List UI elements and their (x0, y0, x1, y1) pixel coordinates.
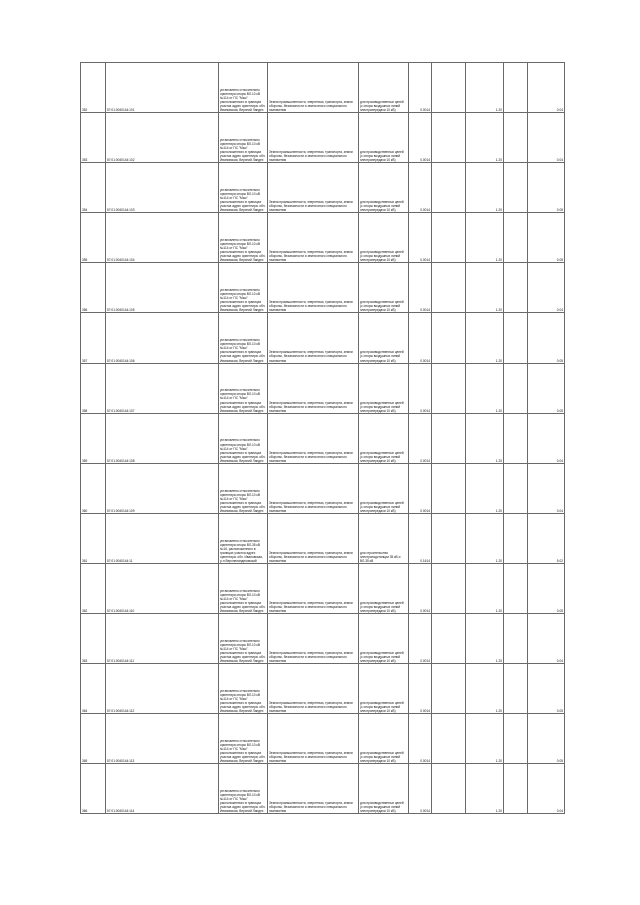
coefficient-cell: 1.20 (466, 463, 504, 513)
row-number-cell: 363 (81, 614, 106, 664)
permitted-use-cell: для производственных целей (с опоры воздушных линий электропередачи 10 кВ) (359, 664, 409, 714)
permitted-use-cell: для производственных целей (с опоры воздушных линий электропередачи 10 кВ) (359, 614, 409, 664)
empty-cell (432, 113, 466, 163)
row-number-cell: 353 (81, 113, 106, 163)
area-cell: 0.1614 (409, 513, 432, 563)
cadastral-number-cell: 57:01:0040144:107 (106, 363, 219, 413)
row-number-cell: 352 (81, 63, 106, 113)
land-category-cell: Земли промышленности, энергетики, транспорта, земли обороны, безопасности и земли иного специального назначения (268, 714, 359, 764)
cadastral-number-cell: 57:01:0040144:102 (106, 113, 219, 163)
land-category-cell: Земли промышленности, энергетики, транспорта, земли обороны, безопасности и земли иного специального назначения (268, 213, 359, 263)
location-description-cell: установлено относительно ориентира опоры ВЛ-10 кВ №114 от ПС "Мыс" расположенного в границах участка адрес ориентира: обл. Ивановская, Верхний Ландех (219, 413, 268, 463)
table-row (81, 563, 565, 613)
area-cell: 0.0014 (409, 363, 432, 413)
row-number-cell: 361 (81, 513, 106, 563)
value-cell: 0.05 (528, 213, 565, 263)
value-cell: 0.05 (528, 163, 565, 213)
table-row (81, 113, 565, 163)
area-cell: 0.0014 (409, 263, 432, 313)
land-category-cell: Земли промышленности, энергетики, транспорта, земли обороны, безопасности и земли иного специального назначения (268, 463, 359, 513)
coefficient-cell: 1.20 (466, 764, 504, 814)
coefficient-cell: 1.20 (466, 614, 504, 664)
coefficient-cell: 1.20 (466, 363, 504, 413)
empty-cell (432, 213, 466, 263)
empty-cell (432, 513, 466, 563)
area-cell: 0.0014 (409, 563, 432, 613)
empty-cell (432, 664, 466, 714)
land-category-cell: Земли промышленности, энергетики, транспорта, земли обороны, безопасности и земли иного специального назначения (268, 113, 359, 163)
row-number-cell: 356 (81, 263, 106, 313)
row-number-cell: 364 (81, 664, 106, 714)
land-category-cell: Земли промышленности, энергетики, транспорта, земли обороны, безопасности и земли иного специального назначения (268, 263, 359, 313)
table-row (81, 714, 565, 764)
row-number-cell: 365 (81, 714, 106, 764)
empty-cell (504, 463, 528, 513)
permitted-use-cell: для производственных целей (с опоры воздушных линий электропередачи 10 кВ) (359, 63, 409, 113)
empty-cell (432, 563, 466, 613)
value-cell: 0.05 (528, 313, 565, 363)
land-category-cell: Земли промышленности, энергетики, транспорта, земли обороны, безопасности и земли иного специального назначения (268, 313, 359, 363)
coefficient-cell: 1.20 (466, 213, 504, 263)
empty-cell (504, 63, 528, 113)
coefficient-cell: 1.20 (466, 113, 504, 163)
empty-cell (504, 513, 528, 563)
permitted-use-cell: для производственных целей (с опоры воздушных линий электропередачи 10 кВ) (359, 213, 409, 263)
location-description-cell: установлено относительно ориентира опоры ВЛ-10 кВ №114 от ПС "Мыс" расположенного в границах участка адрес ориентира: обл. Ивановская, Верхний Ландех (219, 63, 268, 113)
area-cell: 0.0014 (409, 714, 432, 764)
value-cell: 0.04 (528, 263, 565, 313)
area-cell: 0.0014 (409, 764, 432, 814)
location-description-cell: установлено относительно ориентира опоры ВЛ-10 кВ №114 от ПС "Мыс" расположенного в границах участка адрес ориентира: обл. Ивановская, Верхний Ландех (219, 113, 268, 163)
location-description-cell: установлено относительно ориентира опоры ВЛ-10 кВ №114 от ПС "Мыс" расположенного в границах участка адрес ориентира: обл. Ивановская, Верхний Ландех (219, 563, 268, 613)
land-parcel-table (80, 62, 565, 814)
empty-cell (432, 263, 466, 313)
cadastral-number-cell: 57:01:0040144:101 (106, 63, 219, 113)
table-row (81, 664, 565, 714)
location-description-cell: установлено относительно ориентира опоры ВЛ-10 кВ №114 от ПС "Мыс" расположенного в границах участка адрес ориентира: обл. Ивановская, Верхний Ландех (219, 714, 268, 764)
row-number-cell: 366 (81, 764, 106, 814)
location-description-cell: установлено относительно ориентира опоры ВЛ-10 кВ №114 от ПС "Мыс" расположенного в границах участка адрес ориентира: обл. Ивановская, Верхний Ландех (219, 614, 268, 664)
permitted-use-cell: для производственных целей (с опоры воздушных линий электропередачи 10 кВ) (359, 113, 409, 163)
coefficient-cell: 1.20 (466, 664, 504, 714)
land-category-cell: Земли промышленности, энергетики, транспорта, земли обороны, безопасности и земли иного специального назначения (268, 664, 359, 714)
empty-cell (432, 764, 466, 814)
empty-cell (504, 664, 528, 714)
land-category-cell: Земли промышленности, энергетики, транспорта, земли обороны, безопасности и земли иного специального назначения (268, 614, 359, 664)
location-description-cell: установлено относительно ориентира опоры ВЛ-10 кВ №114 от ПС "Мыс" расположенного в границах участка адрес ориентира: обл. Ивановская, Верхний Ландех (219, 764, 268, 814)
land-category-cell: Земли промышленности, энергетики, транспорта, земли обороны, безопасности и земли иного специального назначения (268, 563, 359, 613)
permitted-use-cell: для производственных целей (с опоры воздушных линий электропередачи 10 кВ) (359, 563, 409, 613)
area-cell: 0.0014 (409, 664, 432, 714)
area-cell: 0.0014 (409, 614, 432, 664)
empty-cell (432, 163, 466, 213)
table-row (81, 163, 565, 213)
coefficient-cell: 1.20 (466, 313, 504, 363)
table-row (81, 513, 565, 563)
cadastral-number-cell: 57:01:0040144:11 (106, 513, 219, 563)
table-row (81, 263, 565, 313)
land-category-cell: Земли промышленности, энергетики, транспорта, земли обороны, безопасности и земли иного специального назначения (268, 513, 359, 563)
empty-cell (432, 463, 466, 513)
value-cell: 0.04 (528, 413, 565, 463)
row-number-cell: 354 (81, 163, 106, 213)
value-cell: 0.05 (528, 714, 565, 764)
table-row (81, 413, 565, 463)
coefficient-cell: 1.20 (466, 563, 504, 613)
table-row (81, 463, 565, 513)
value-cell: 0.04 (528, 113, 565, 163)
empty-cell (504, 113, 528, 163)
cadastral-number-cell: 57:01:0040144:103 (106, 163, 219, 213)
value-cell: 0.04 (528, 764, 565, 814)
value-cell: 0.05 (528, 563, 565, 613)
permitted-use-cell: для производственных целей (с опоры воздушных линий электропередачи 10 кВ) (359, 764, 409, 814)
cadastral-number-cell: 57:01:0040144:110 (106, 563, 219, 613)
value-cell: 5.02 (528, 513, 565, 563)
empty-cell (504, 413, 528, 463)
table-row (81, 213, 565, 263)
empty-cell (504, 764, 528, 814)
location-description-cell: установлено относительно ориентира опоры ВЛ-10 кВ №114 от ПС "Мыс" расположенного в границах участка адрес ориентира: обл. Ивановская, Верхний Ландех (219, 163, 268, 213)
location-description-cell: установлено относительно ориентира опоры ВЛ-10 кВ №114 от ПС "Мыс" расположенного в границах участка адрес ориентира: обл. Ивановская, Верхний Ландех (219, 664, 268, 714)
location-description-cell: установлено относительно ориентира опоры ВЛ-10 кВ №114 от ПС "Мыс" расположенного в границах участка адрес ориентира: обл. Ивановская, Верхний Ландех (219, 213, 268, 263)
empty-cell (432, 714, 466, 764)
cadastral-number-cell: 57:01:0040144:113 (106, 714, 219, 764)
cadastral-number-cell: 57:01:0040144:112 (106, 664, 219, 714)
empty-cell (432, 63, 466, 113)
cadastral-number-cell: 57:01:0040144:111 (106, 614, 219, 664)
area-cell: 0.0014 (409, 163, 432, 213)
value-cell: 0.05 (528, 664, 565, 714)
area-cell: 0.0014 (409, 213, 432, 263)
value-cell: 0.04 (528, 63, 565, 113)
coefficient-cell: 1.20 (466, 413, 504, 463)
coefficient-cell: 1.20 (466, 263, 504, 313)
table-row (81, 313, 565, 363)
empty-cell (504, 313, 528, 363)
permitted-use-cell: для производственных целей (с опоры воздушных линий электропередачи 10 кВ) (359, 313, 409, 363)
empty-cell (432, 313, 466, 363)
table-row (81, 63, 565, 113)
empty-cell (504, 363, 528, 413)
row-number-cell: 358 (81, 363, 106, 413)
coefficient-cell: 1.20 (466, 63, 504, 113)
table-row (81, 614, 565, 664)
row-number-cell: 355 (81, 213, 106, 263)
row-number-cell: 359 (81, 413, 106, 463)
permitted-use-cell: для производственных целей (с опоры воздушных линий электропередачи 10 кВ) (359, 163, 409, 213)
land-category-cell: Земли промышленности, энергетики, транспорта, земли обороны, безопасности и земли иного специального назначения (268, 764, 359, 814)
coefficient-cell: 1.20 (466, 513, 504, 563)
row-number-cell: 362 (81, 563, 106, 613)
empty-cell (504, 563, 528, 613)
permitted-use-cell: для производственных целей (с опоры воздушных линий электропередачи 10 кВ) (359, 463, 409, 513)
empty-cell (504, 263, 528, 313)
table-body (81, 63, 565, 814)
location-description-cell: установлено относительно ориентира опоры ВЛ-10 кВ №114 от ПС "Мыс" расположенного в границах участка адрес ориентира: обл. Ивановская, Верхний Ландех (219, 363, 268, 413)
area-cell: 0.0014 (409, 463, 432, 513)
permitted-use-cell: для производственных целей (с опоры воздушных линий электропередачи 10 кВ) (359, 363, 409, 413)
empty-cell (504, 163, 528, 213)
empty-cell (432, 614, 466, 664)
area-cell: 0.0014 (409, 413, 432, 463)
cadastral-number-cell: 57:01:0040144:104 (106, 213, 219, 263)
cadastral-number-cell: 57:01:0040144:105 (106, 263, 219, 313)
land-category-cell: Земли промышленности, энергетики, транспорта, земли обороны, безопасности и земли иного специального назначения (268, 163, 359, 213)
empty-cell (504, 614, 528, 664)
value-cell: 0.04 (528, 614, 565, 664)
row-number-cell: 360 (81, 463, 106, 513)
table-row (81, 764, 565, 814)
coefficient-cell: 1.20 (466, 163, 504, 213)
table-row (81, 363, 565, 413)
permitted-use-cell: для производственных целей (с опоры воздушных линий электропередачи 10 кВ) (359, 714, 409, 764)
permitted-use-cell: для строительства электроподстанции 35 кВ и ВЛ-35 кВ (359, 513, 409, 563)
cadastral-number-cell: 57:01:0040144:106 (106, 313, 219, 363)
location-description-cell: установлено относительно ориентира опоры ВЛ-35 кВ №16, расположенного в границах участка адрес ориентира: обл. Ивановская, р-н Верхнеландеховский (219, 513, 268, 563)
land-category-cell: Земли промышленности, энергетики, транспорта, земли обороны, безопасности и земли иного специального назначения (268, 413, 359, 463)
land-category-cell: Земли промышленности, энергетики, транспорта, земли обороны, безопасности и земли иного специального назначения (268, 63, 359, 113)
land-category-cell: Земли промышленности, энергетики, транспорта, земли обороны, безопасности и земли иного специального назначения (268, 363, 359, 413)
value-cell: 0.05 (528, 363, 565, 413)
empty-cell (432, 413, 466, 463)
cadastral-number-cell: 57:01:0040144:109 (106, 463, 219, 513)
area-cell: 0.0014 (409, 113, 432, 163)
cadastral-number-cell: 57:01:0040144:108 (106, 413, 219, 463)
empty-cell (504, 714, 528, 764)
cadastral-number-cell: 57:01:0040144:114 (106, 764, 219, 814)
location-description-cell: установлено относительно ориентира опоры ВЛ-10 кВ №114 от ПС "Мыс" расположенного в границах участка адрес ориентира: обл. Ивановская, Верхний Ландех (219, 263, 268, 313)
location-description-cell: установлено относительно ориентира опоры ВЛ-10 кВ №114 от ПС "Мыс" расположенного в границах участка адрес ориентира: обл. Ивановская, Верхний Ландех (219, 313, 268, 363)
empty-cell (504, 213, 528, 263)
coefficient-cell: 1.20 (466, 714, 504, 764)
permitted-use-cell: для производственных целей (с опоры воздушных линий электропередачи 10 кВ) (359, 413, 409, 463)
area-cell: 0.0014 (409, 313, 432, 363)
value-cell: 0.04 (528, 463, 565, 513)
permitted-use-cell: для производственных целей (с опоры воздушных линий электропередачи 10 кВ) (359, 263, 409, 313)
empty-cell (432, 363, 466, 413)
location-description-cell: установлено относительно ориентира опоры ВЛ-10 кВ №114 от ПС "Мыс" расположенного в границах участка адрес ориентира: обл. Ивановская, Верхний Ландех (219, 463, 268, 513)
row-number-cell: 357 (81, 313, 106, 363)
area-cell: 0.0014 (409, 63, 432, 113)
